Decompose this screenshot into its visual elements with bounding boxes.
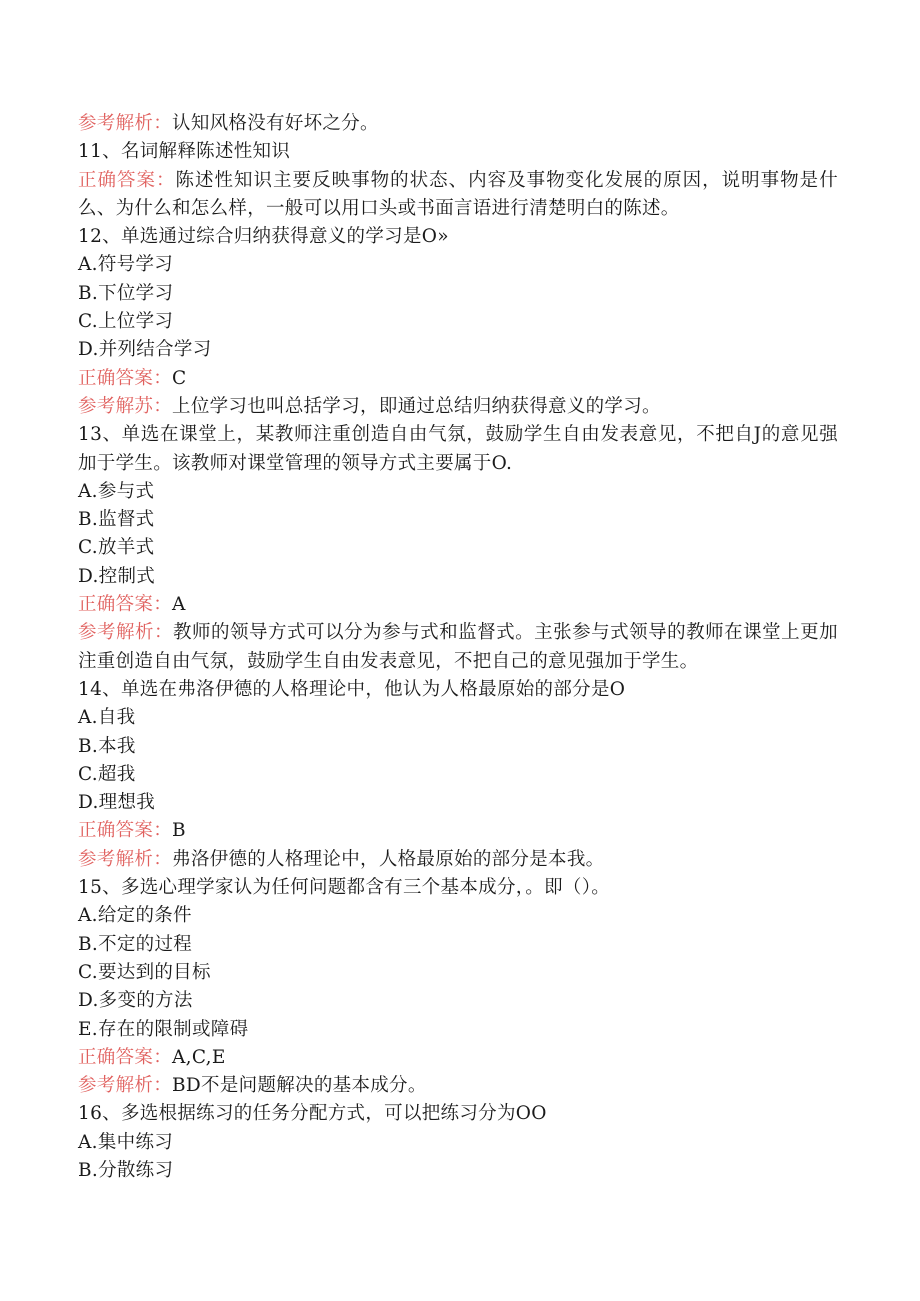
answer-text: C <box>172 367 187 389</box>
option: B.监督式 <box>78 509 155 531</box>
q10-analysis <box>78 110 838 138</box>
analysis-label: 参考解析： <box>78 622 174 644</box>
question-title: 11、名词解释陈述性知识 <box>78 141 291 163</box>
option: A.符号学习 <box>78 254 174 276</box>
option: B.分散练习 <box>78 1159 174 1181</box>
analysis-label: 参考解苏： <box>78 395 173 417</box>
analysis-label: 参考解析： <box>78 848 173 870</box>
question-title: 13、单选在课堂上，某教师注重创造自由气氛，鼓励学生自由发表意见，不把自J的意见强加于学生。该教师对课堂管理的领导方式主要属于O. <box>78 424 838 474</box>
answer-label: 正确答案： <box>78 367 173 389</box>
analysis-text: 认知风格没有好坏之分。 <box>172 113 379 134</box>
q15-analysis <box>78 1072 838 1100</box>
q11-answer <box>78 167 838 224</box>
analysis-label: 参考解析： <box>78 113 173 134</box>
option: B.下位学习 <box>78 282 174 304</box>
option: C.放羊式 <box>78 537 155 559</box>
q15-answer <box>78 1044 838 1072</box>
option: D.并列结合学习 <box>78 339 212 361</box>
analysis-text: BD不是问题解决的基本成分。 <box>172 1075 427 1097</box>
answer-text: B <box>172 820 186 842</box>
option: B.不定的过程 <box>78 933 193 955</box>
option: D.控制式 <box>78 565 156 587</box>
q13-analysis <box>78 619 838 676</box>
answer-text: 陈述性知识主要反映事物的状态、内容及事物变化发展的原因，说明事物是什么、为什么和怎么样，一般可以用口头或书面言语进行清楚明白的陈述。 <box>78 169 838 219</box>
answer-text: A,C,E <box>172 1046 226 1068</box>
answer-text: A <box>172 594 186 616</box>
analysis-text: 上位学习也叫总括学习，即通过总结归纳获得意义的学习。 <box>172 395 661 417</box>
answer-label: 正确答案： <box>78 169 176 191</box>
question-title: 16、多选根据练习的任务分配方式，可以把练习分为OO <box>78 1103 547 1125</box>
question-title: 14、单选在弗洛伊德的人格理论中，他认为人格最原始的部分是O <box>78 678 626 700</box>
option: A.自我 <box>78 707 136 729</box>
q12-answer <box>78 365 838 393</box>
question-title: 15、多选心理学家认为任何问题都含有三个基本成分，。即（）。 <box>78 877 611 899</box>
analysis-text: 教师的领导方式可以分为参与式和监督式。主张参与式领导的教师在课堂上更加注重创造自由气氛，鼓励学生自由发表意见，不把自己的意见强加于学生。 <box>78 622 838 672</box>
option: A.参与式 <box>78 480 155 502</box>
option: A.给定的条件 <box>78 905 192 927</box>
option: A.集中练习 <box>78 1131 174 1153</box>
answer-label: 正确答案： <box>78 1046 173 1068</box>
option: C.要达到的目标 <box>78 961 211 983</box>
option: C.上位学习 <box>78 311 174 333</box>
q12-analysis <box>78 393 838 421</box>
q14-answer <box>78 817 838 845</box>
option: D.多变的方法 <box>78 990 193 1012</box>
document-page <box>78 110 838 1185</box>
option: C.超我 <box>78 763 136 785</box>
analysis-label: 参考解析： <box>78 1075 173 1097</box>
option: B.本我 <box>78 735 136 757</box>
question-title: 12、单选通过综合归纳获得意义的学习是O» <box>78 226 449 248</box>
q13-answer <box>78 591 838 619</box>
option: D.理想我 <box>78 792 156 814</box>
q14-analysis <box>78 846 838 874</box>
answer-label: 正确答案： <box>78 820 173 842</box>
answer-label: 正确答案： <box>78 594 173 616</box>
analysis-text: 弗洛伊德的人格理论中，人格最原始的部分是本我。 <box>172 848 605 870</box>
option: E.存在的限制或障碍 <box>78 1018 249 1040</box>
